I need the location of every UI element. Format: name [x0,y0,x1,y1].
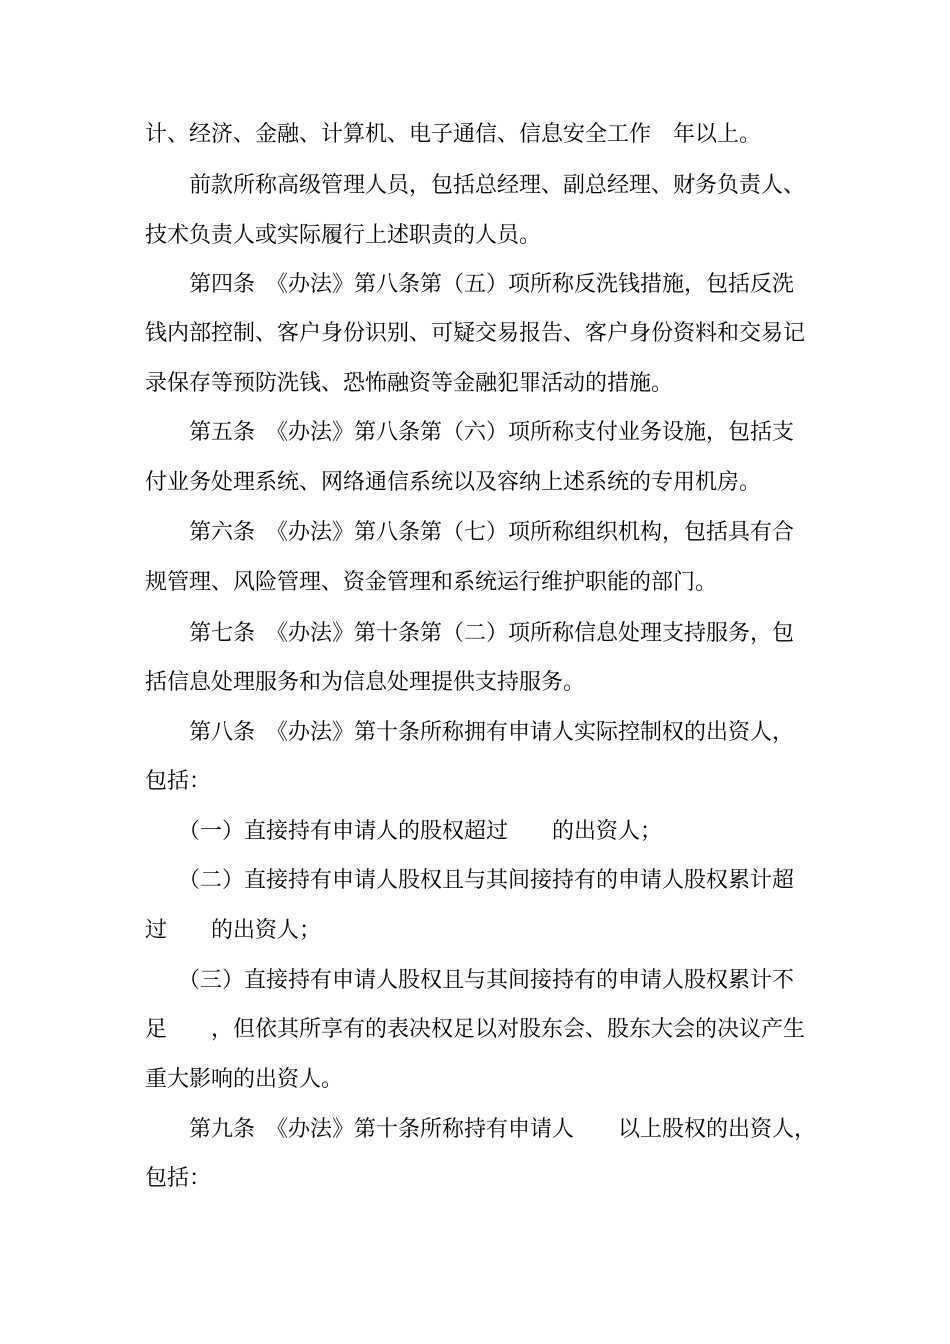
text-line: 足 ，但依其所享有的表决权足以对股东会、股东大会的决议产生 [145,1017,806,1042]
text-line: 第七条 《办法》第十条第（二）项所称信息处理支持服务，包 [145,621,795,646]
text-line: 付业务处理系统、网络通信系统以及容纳上述系统的专用机房。 [145,470,762,495]
text-line: 第九条 《办法》第十条所称持有申请人 以上股权的出资人， [145,1117,817,1142]
text-line: 括信息处理服务和为信息处理提供支持服务。 [145,670,586,695]
text-line: 过 的出资人； [145,918,322,943]
text-line: 计、经济、金融、计算机、电子通信、信息安全工作 年以上。 [145,122,762,147]
text-line: 前款所称高级管理人员，包括总经理、副总经理、财务负责人、 [145,173,806,198]
text-line: 第五条 《办法》第八条第（六）项所称支付业务设施，包括支 [145,420,795,445]
text-line: 第四条 《办法》第八条第（五）项所称反洗钱措施，包括反洗 [145,272,795,297]
text-line: 钱内部控制、客户身份识别、可疑交易报告、客户身份资料和交易记 [145,321,806,346]
text-line: 第六条 《办法》第八条第（七）项所称组织机构，包括具有合 [145,520,795,545]
text-line: （二）直接持有申请人股权且与其间接持有的申请人股权累计超 [145,868,795,893]
text-line: 规管理、风险管理、资金管理和系统运行维护职能的部门。 [145,570,718,595]
text-line: （三）直接持有申请人股权且与其间接持有的申请人股权累计不 [145,968,795,993]
text-line: 重大影响的出资人。 [145,1067,344,1092]
text-line: 录保存等预防洗钱、恐怖融资等金融犯罪活动的措施。 [145,371,674,396]
text-line: 包括： [145,769,212,794]
text-line: 包括： [145,1166,212,1191]
text-line: 第八条 《办法》第十条所称拥有申请人实际控制权的出资人， [145,720,795,745]
text-line: 技术负责人或实际履行上述职责的人员。 [145,223,542,248]
text-line: （一）直接持有申请人的股权超过 的出资人； [145,819,663,844]
